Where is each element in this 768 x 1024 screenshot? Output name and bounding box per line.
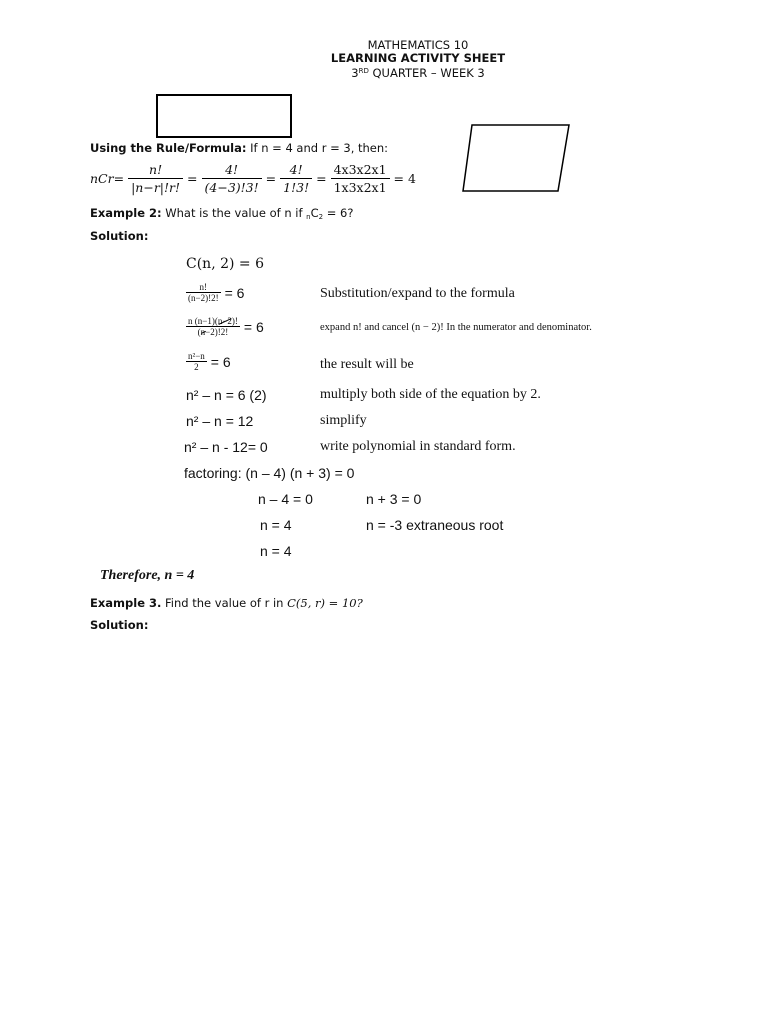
sol-desc-4: the result will be [320, 357, 414, 372]
answer-box-parallelogram [460, 122, 572, 194]
sol-line-3: $\frac{n (n-1)(n-2)!}{(n-2)!2!}$ = 6 [188, 316, 264, 337]
sol-line-10a: n = 4 [260, 517, 292, 533]
answer-box-rectangle [156, 94, 292, 138]
combination-formula: nCr= $\frac{n!}{|n-r|!r!}$ = $\frac{4!}{(4-3)!3!}$ = $\frac{4!}{1!3!}$ = $\frac{4x3x2x1}{1x3x2x1}$ = 4 [90, 162, 416, 195]
example2-solution-label: Solution: [90, 229, 149, 243]
example3-solution-label: Solution: [90, 618, 149, 632]
header-subject: MATHEMATICS 10 [367, 38, 469, 52]
solution-panel [90, 252, 680, 586]
sol-line-5: n² – n = 6 (2) [186, 387, 267, 403]
header-quarter: 3RD QUARTER – WEEK 3 [351, 66, 485, 80]
sol-desc-6: simplify [320, 413, 367, 428]
example3-question: Example 3. Find the value of r in C(5, r) = 10? [90, 596, 363, 610]
example2-question: Example 2: What is the value of n if nC2 = 6? [90, 206, 354, 221]
rule-intro: Using the Rule/Formula: If n = 4 and r = 3, then: [90, 141, 389, 155]
sol-line-9a: n – 4 = 0 [258, 491, 313, 507]
sol-desc-7: write polynomial in standard form. [320, 439, 516, 454]
sol-line-10b: n = -3 extraneous root [366, 517, 504, 533]
sol-line-11: n = 4 [260, 543, 292, 559]
sol-line-7: n² – n - 12= 0 [184, 439, 268, 455]
sol-desc-2: Substitution/expand to the formula [320, 286, 515, 301]
sol-desc-5: multiply both side of the equation by 2. [320, 387, 541, 402]
sol-line-8: factoring: (n – 4) (n + 3) = 0 [184, 465, 355, 481]
sol-line-6: n² – n = 12 [186, 413, 254, 429]
sol-line-2: $\frac{n!}{(n-2)!2!}$ = 6 [188, 282, 245, 303]
header-title: LEARNING ACTIVITY SHEET [330, 51, 506, 65]
therefore-line: Therefore, n = 4 [100, 568, 195, 583]
sol-desc-3: expand n! and cancel (n − 2)! In the numerator and denominator. [320, 322, 592, 333]
sol-line-4: $\frac{\text{n²−n}}{2}$ = 6 [188, 351, 231, 372]
sol-line-9b: n + 3 = 0 [366, 491, 422, 507]
sol-line-1: C(n, 2) = 6 [186, 256, 264, 272]
